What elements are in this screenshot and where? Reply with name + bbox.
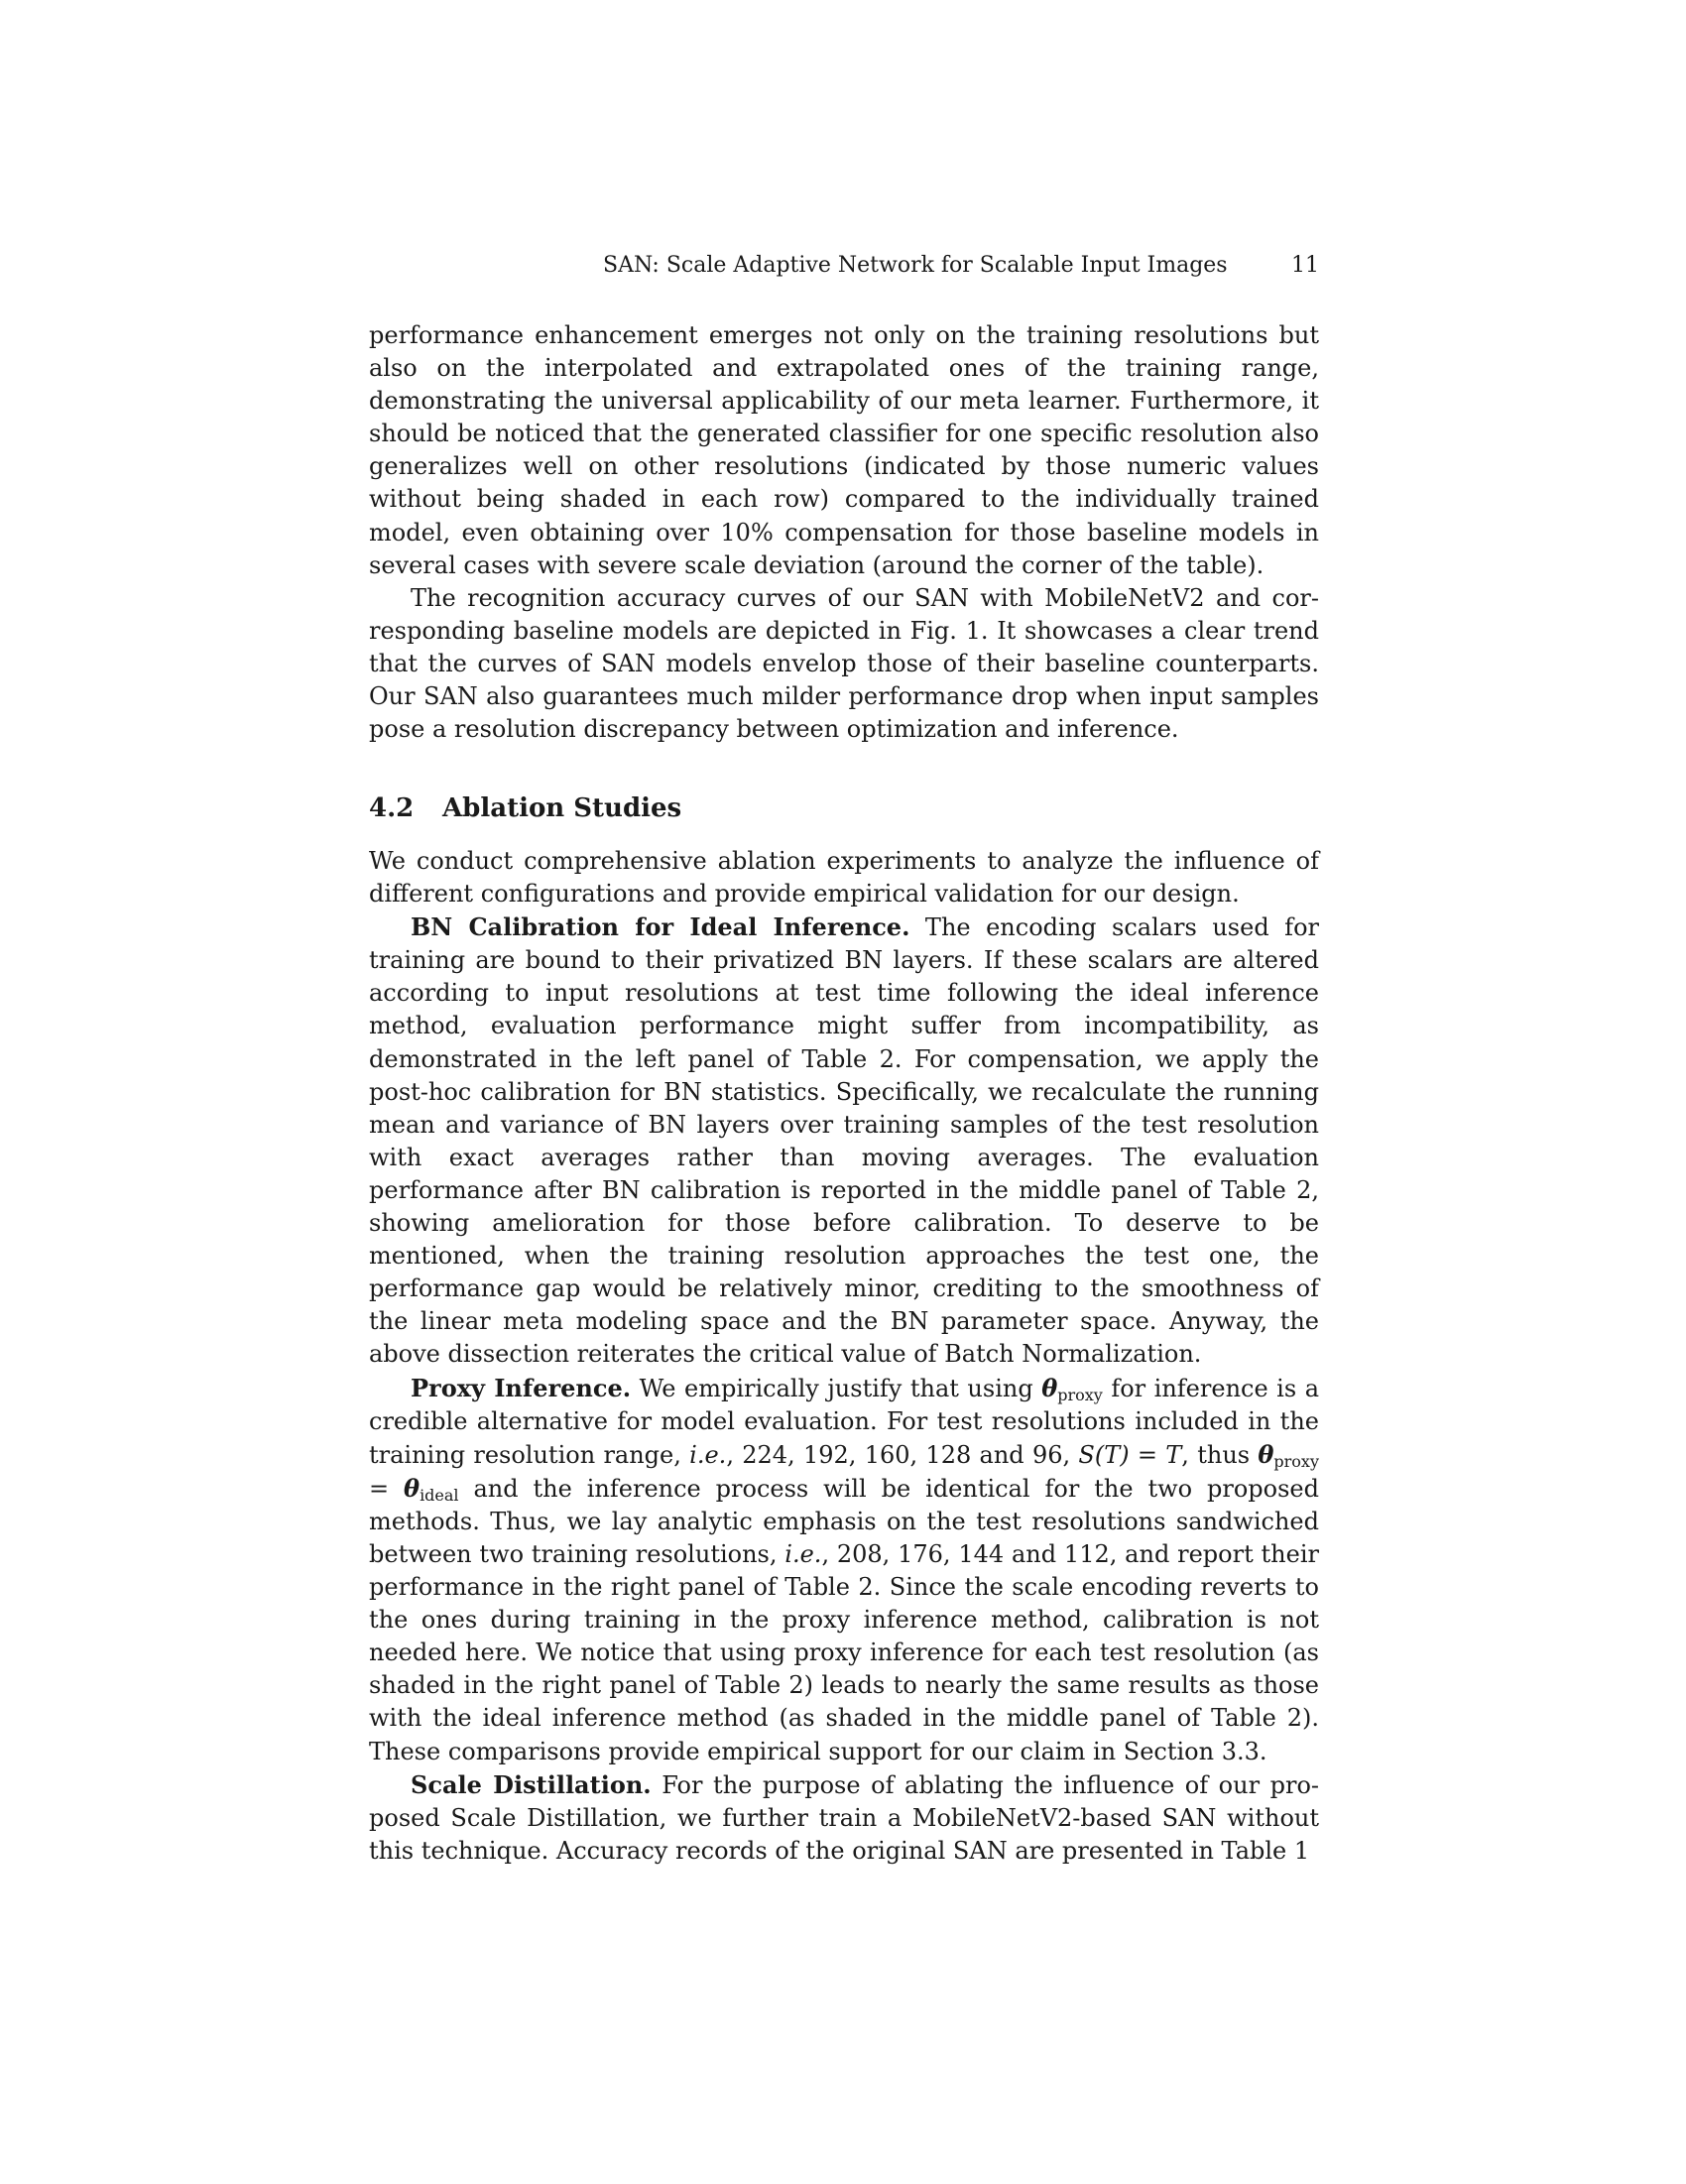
section-title: Ablation Studies bbox=[442, 793, 682, 823]
page-number: 11 bbox=[1291, 253, 1319, 278]
running-head bbox=[369, 253, 1319, 287]
theta-symbol: θ bbox=[1258, 1439, 1274, 1469]
paragraph-scale-distillation bbox=[369, 1768, 1319, 1868]
paragraph: performance enhancement emerges not only on the training resolutions but also on the interpolated and extrapolated ones of the training range, demonstrating the universal applicability of our meta learner. Furthermore, it should be noticed that the generated classifier for one specific resolution also generalizes well on other resolutions (indicated by those numeric values without being shaded in each row) compared to the individually trained model, even obtaining over 10% compensation for those baseline models in several cases with severe scale deviation (around the corner of the table). bbox=[369, 321, 1319, 579]
theta-symbol: θ bbox=[404, 1473, 421, 1503]
section-number: 4.2 bbox=[369, 793, 415, 823]
emphasis: i.e. bbox=[784, 1539, 822, 1568]
running-title: SAN: Scale Adaptive Network for Scalable Input Images bbox=[603, 253, 1228, 278]
section-heading bbox=[369, 793, 1319, 823]
paragraph: The recognition accuracy curves of our SAN with MobileNetV2 and corresponding baseline models are depicted in Fig. 1. It showcases a clear trend that the curves of SAN models envelop those of their baseline counterparts. Our SAN also guarantees much milder performance drop when input samples pose a resolution discrepancy between optimization and inference. bbox=[369, 583, 1319, 744]
paragraph-text: and the inference process will be identical for the two proposed methods. Thus, we lay analytic emphasis on the test resolutions sandwiched between two training resolutions, bbox=[369, 1474, 1320, 1568]
subscript: proxy bbox=[1057, 1385, 1103, 1404]
subscript: proxy bbox=[1273, 1451, 1319, 1471]
emphasis: i.e. bbox=[689, 1440, 727, 1469]
paragraph-text: For the purpose of ablating the influence of our proposed Scale Distillation, we further train a MobileNetV2-based SAN without this technique. Accuracy records of the original SAN are presented in Table 1 bbox=[369, 1770, 1320, 1865]
subscript: ideal bbox=[420, 1485, 459, 1505]
paragraph: We conduct comprehensive ablation experiments to analyze the influence of different configurations and provide empirical validation for our design. bbox=[369, 847, 1319, 909]
equals: = bbox=[369, 1474, 405, 1503]
paragraph-text: , thus bbox=[1181, 1440, 1259, 1469]
paragraph-text: The encoding scalars used for training are bound to their privatized BN layers. If these scalars are altered according to input resolutions at test time following the ideal inference method, evaluation performance might suffer from incompatibility, as demonstrated in the left panel of Table 2. For compensation, we apply the post-hoc calibration for BN statistics. Specifically, we recalculate the running mean and variance of BN layers over training samples of the test resolution with exact averages rather than moving averages. The evaluation performance after BN calibration is reported in the middle panel of Table 2, showing amelioration for those before calibration. To deserve to be mentioned, when the training resolution approaches the test one, the performance gap would be relatively minor, crediting to the smoothness of the linear meta modeling space and the BN parameter space. Anyway, the above dissection reiterates the critical value of Batch Normalization. bbox=[369, 913, 1319, 1369]
theta-symbol: θ bbox=[1041, 1373, 1058, 1402]
paragraph-text: for inference is a credible alternative for model evaluation. For test resolutions included in the training resolution range, bbox=[369, 1374, 1320, 1469]
paragraph-text: We empirically justify that using bbox=[631, 1374, 1042, 1402]
run-in-heading: BN Calibration for Ideal Inference. bbox=[411, 912, 910, 942]
paragraph-proxy-inference bbox=[369, 1372, 1319, 1768]
intro-text bbox=[369, 319, 1319, 746]
paragraph-text: , 224, 192, 160, 128 and 96, bbox=[726, 1440, 1079, 1469]
run-in-heading: Proxy Inference. bbox=[411, 1373, 632, 1402]
paragraph-text: , 208, 176, 144 and 112, and report their performance in the right panel of Table 2. Since the scale encoding reverts to the ones during training in the proxy inference method, calibration is not needed here. We notice that using proxy inference for each test resolution (as shaded in the right panel of Table 2) leads to nearly the same results as those with the ideal inference method (as shaded in the middle panel of Table 2). These comparisons provide empirical support for our claim in Section 3.3. bbox=[369, 1539, 1319, 1765]
math-expression: S(T) = T bbox=[1078, 1440, 1182, 1469]
ablation-text bbox=[369, 845, 1319, 1868]
run-in-heading: Scale Distillation. bbox=[411, 1769, 652, 1799]
paragraph-bn-calibration bbox=[369, 910, 1319, 1371]
